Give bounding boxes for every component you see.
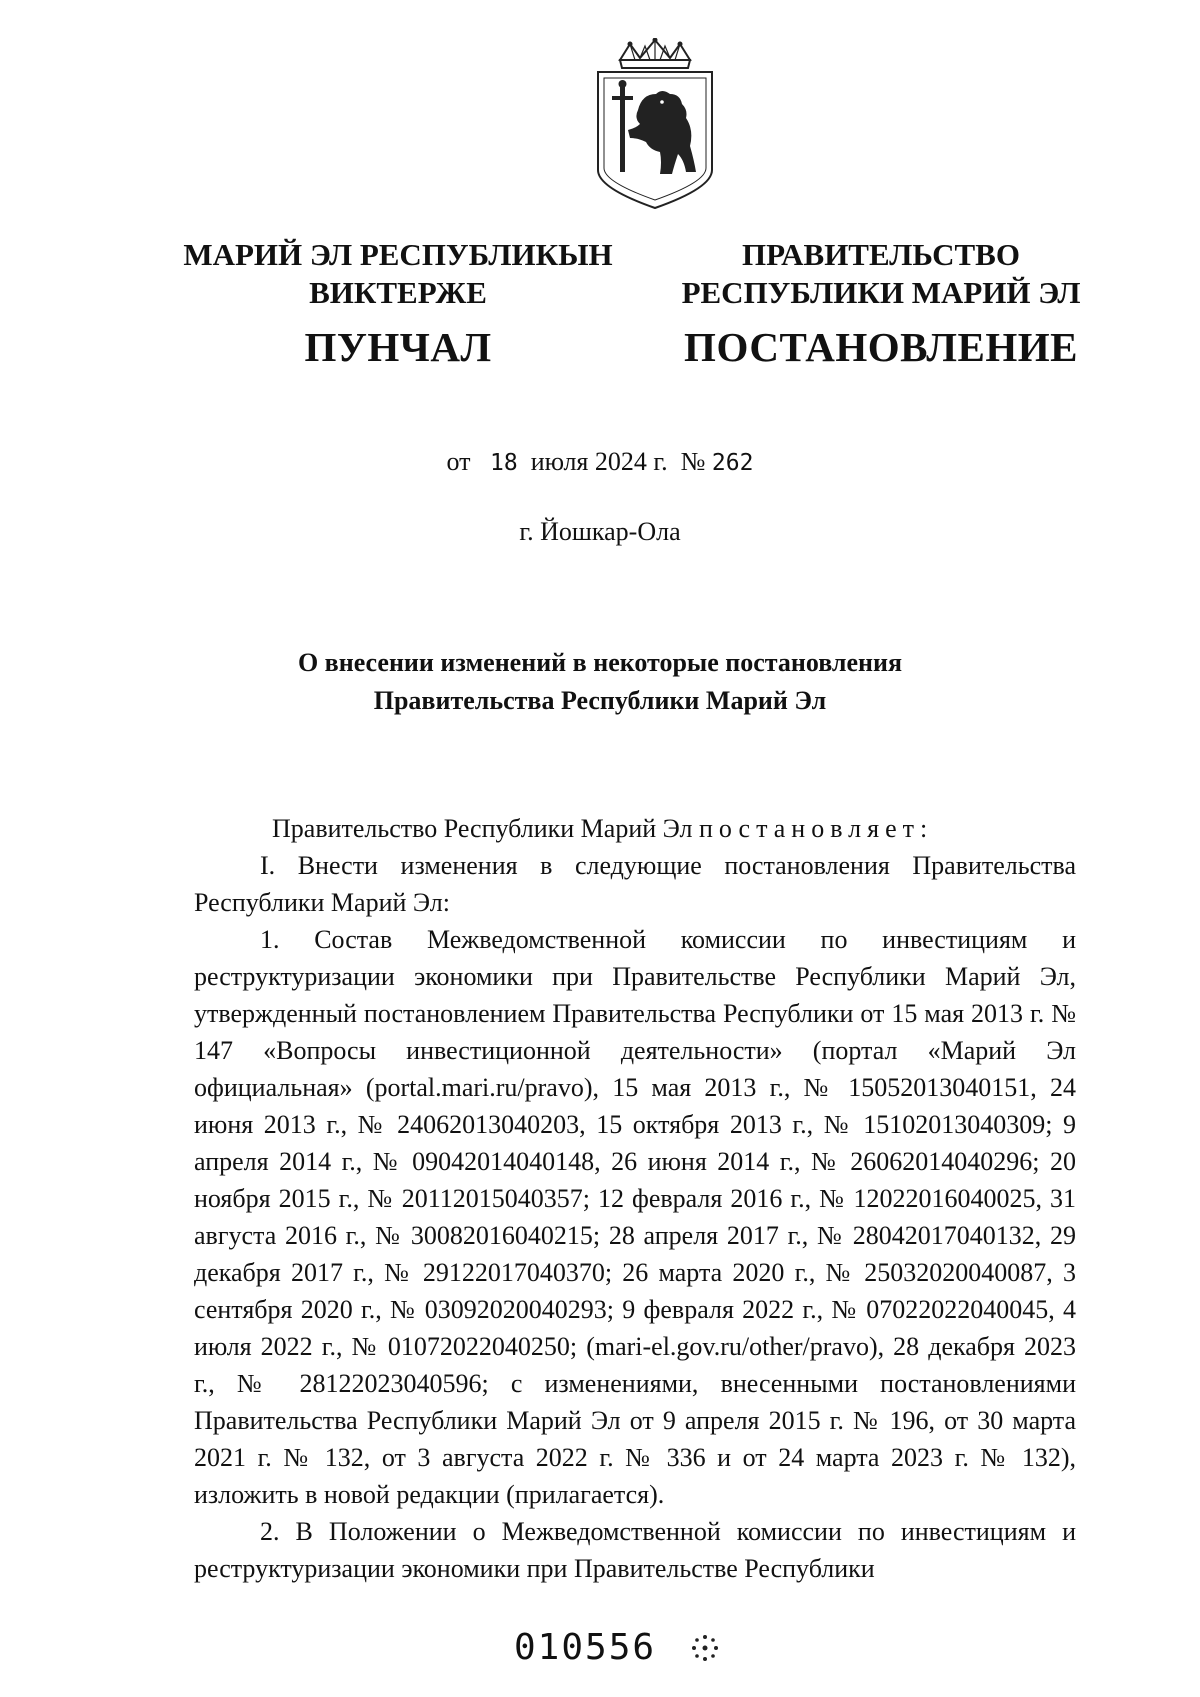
header-left-line1: МАРИЙ ЭЛ РЕСПУБЛИКЫН: [183, 237, 613, 272]
footer-serial-number: 010556: [514, 1627, 657, 1668]
ornament-star-icon: [690, 1633, 720, 1663]
intro-spaced: постановляет:: [698, 814, 934, 843]
dateline-prefix: от: [446, 447, 471, 476]
dateline-month-year: июля 2024 г.: [530, 447, 668, 476]
dateline-day: 18: [490, 450, 518, 476]
header-right-line2: РЕСПУБЛИКИ МАРИЙ ЭЛ: [681, 275, 1081, 310]
title-line2: Правительства Республики Марий Эл: [373, 686, 827, 715]
body-intro: [194, 810, 1076, 847]
document-title: [160, 644, 1040, 720]
body-paragraph-2: 1. Состав Межведомственной комиссии по инвестициям и реструктуризации экономики при Правительстве Республики Марий Эл, утвержденный постановлением Правительства Республики от 15 мая 2013 г. № 147 «Вопросы инвестиционной деятельности» (портал «Марий Эл официальная» (portal.mari.ru/pravo), 15 мая 2013 г., № 15052013040151, 24 июня 2013 г., № 24062013040203, 15 октября 2013 г., № 15102013040309; 9 апреля 2014 г., № 09042014040148, 26 июня 2014 г., № 26062014040296; 20 ноября 2015 г., № 20112015040357; 12 февраля 2016 г., № 12022016040025, 31 августа 2016 г., № 30082016040215; 28 апреля 2017 г., № 28042017040132, 29 декабря 2017 г., № 29122017040370; 26 марта 2020 г., № 25032020040087, 3 сентября 2020 г., № 03092020040293; 9 февраля 2022 г., № 07022022040045, 4 июля 2022 г., № 01072022040250; (mari-el.gov.ru/other/pravo), 28 декабря 2023 г., № 28122023040596; с изменениями, внесенными постановлениями Правительства Республики Марий Эл от 9 апреля 2015 г. № 196, от 30 марта 2021 г. № 132, от 3 августа 2022 г. № 336 и от 24 марта 2023 г. № 132), изложить в новой редакции (прилагается).: [194, 925, 1076, 1509]
coat-of-arms-bear-icon: [590, 38, 720, 210]
header-left: [168, 236, 628, 372]
document-body: [194, 810, 1076, 1587]
document-dateline: [0, 447, 1200, 477]
header-right: [651, 236, 1111, 372]
body-paragraph-3: 2. В Положении о Межведомственной комиссии по инвестициям и реструктуризации экономики при Правительстве Республики: [194, 1517, 1076, 1583]
header-left-line2: ВИКТЕРЖЕ: [309, 275, 487, 310]
document-city: г. Йошкар-Ола: [519, 517, 681, 546]
header-right-doc-type: ПОСТАНОВЛЕНИЕ: [684, 324, 1078, 370]
intro-text: Правительство Республики Марий Эл: [272, 814, 699, 843]
header-left-doc-type: ПУНЧАЛ: [304, 324, 492, 370]
dateline-number: 262: [711, 450, 754, 476]
header-right-line1: ПРАВИТЕЛЬСТВО: [742, 237, 1020, 272]
dateline-number-sign: №: [680, 447, 706, 476]
body-paragraph-1: I. Внести изменения в следующие постановления Правительства Республики Марий Эл:: [194, 851, 1076, 917]
title-line1: О внесении изменений в некоторые постановления: [297, 648, 903, 677]
